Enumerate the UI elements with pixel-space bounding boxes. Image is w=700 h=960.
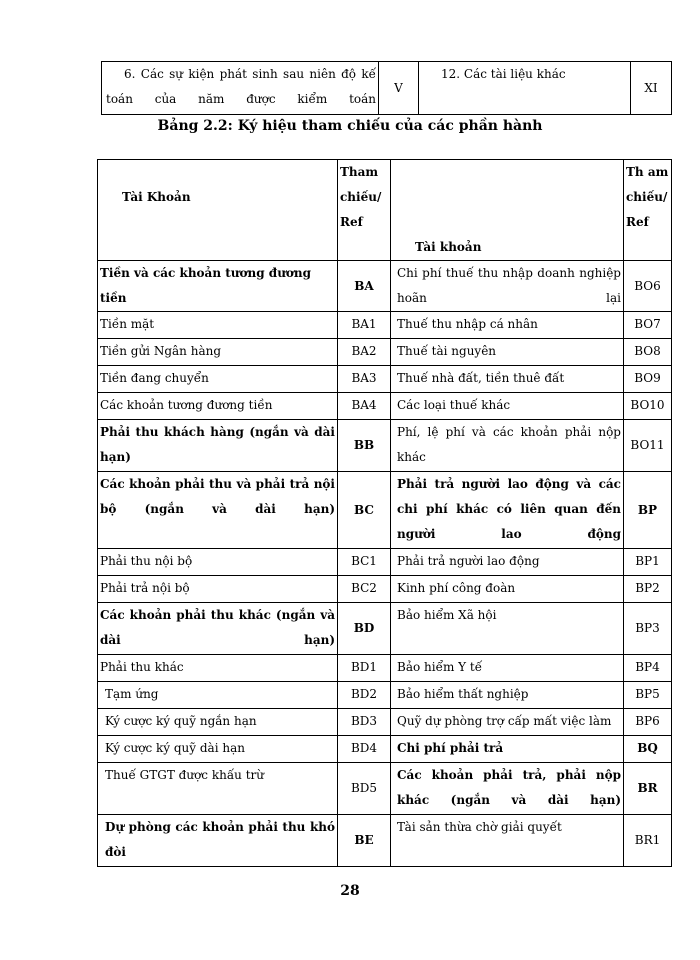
reference-table	[97, 159, 672, 867]
account-ref: BP1	[624, 549, 672, 576]
account-ref: BA1	[338, 312, 391, 339]
account-ref: BD3	[338, 709, 391, 736]
account-name: Các khoản tương đương tiền	[98, 393, 338, 420]
account-name: Phải trả người lao động và các chi phí khác có liên quan đến người lao động	[391, 472, 624, 549]
account-name: Tiền gửi Ngân hàng	[98, 339, 338, 366]
table-row	[98, 339, 672, 366]
account-name: Phải thu nội bộ	[98, 549, 338, 576]
account-name: Các loại thuế khác	[391, 393, 624, 420]
account-ref: BP2	[624, 576, 672, 603]
table-row	[98, 576, 672, 603]
account-name: Bảo hiểm thất nghiệp	[391, 682, 624, 709]
account-name: Các khoản phải thu khác (ngắn và dài hạn)	[98, 603, 338, 655]
table-cell: 12. Các tài liệu khác	[419, 62, 631, 115]
account-name: Chi phí phải trả	[391, 736, 624, 763]
account-ref: BQ	[624, 736, 672, 763]
account-ref: BD1	[338, 655, 391, 682]
table-caption: Bảng 2.2: Ký hiệu tham chiếu của các phần hành	[157, 118, 543, 134]
table-row	[98, 312, 672, 339]
account-ref: BO7	[624, 312, 672, 339]
account-name: Phải thu khách hàng (ngắn và dài hạn)	[98, 420, 338, 472]
account-name: Ký cược ký quỹ ngắn hạn	[98, 709, 338, 736]
account-ref: BB	[338, 420, 391, 472]
account-ref: BD4	[338, 736, 391, 763]
table-row	[98, 603, 672, 655]
account-name: Thuế thu nhập cá nhân	[391, 312, 624, 339]
account-name: Phải trả nội bộ	[98, 576, 338, 603]
table-row	[98, 420, 672, 472]
account-ref: BC1	[338, 549, 391, 576]
account-ref: BD5	[338, 763, 391, 815]
account-name: Tiền và các khoản tương đương tiền	[98, 261, 338, 312]
table-cell: XI	[631, 62, 672, 115]
account-ref: BO10	[624, 393, 672, 420]
table-row	[98, 472, 672, 549]
account-ref: BR1	[624, 815, 672, 867]
account-name: Các khoản phải trả, phải nộp khác (ngắn và dài hạn)	[391, 763, 624, 815]
account-name: Thuế GTGT được khấu trừ	[98, 763, 338, 815]
table-row	[98, 682, 672, 709]
cell-text: 6. Các sự kiện phát sinh sau niên độ kế toán của năm được kiểm toán	[106, 67, 376, 106]
account-ref: BP6	[624, 709, 672, 736]
account-ref: BA2	[338, 339, 391, 366]
header-account-left: Tài Khoản	[98, 160, 338, 261]
account-ref: BR	[624, 763, 672, 815]
account-name: Phải thu khác	[98, 655, 338, 682]
account-ref: BP3	[624, 603, 672, 655]
table-row	[98, 815, 672, 867]
account-name: Chi phí thuế thu nhập doanh nghiệp hoãn lại	[391, 261, 624, 312]
account-name: Thuế nhà đất, tiền thuê đất	[391, 366, 624, 393]
top-table	[101, 61, 672, 115]
account-name: Ký cược ký quỹ dài hạn	[98, 736, 338, 763]
account-ref: BO6	[624, 261, 672, 312]
account-name: Tiền mặt	[98, 312, 338, 339]
account-ref: BD	[338, 603, 391, 655]
account-ref: BP4	[624, 655, 672, 682]
table-row	[98, 763, 672, 815]
header-account-right: Tài khoản	[391, 160, 624, 261]
table-row	[98, 393, 672, 420]
account-ref: BC	[338, 472, 391, 549]
account-name: Dự phòng các khoản phải thu khó đòi	[98, 815, 338, 867]
header-row	[98, 160, 672, 261]
account-name: Bảo hiểm Xã hội	[391, 603, 624, 655]
account-ref: BD2	[338, 682, 391, 709]
header-ref-right: Th am chiếu/ Ref	[624, 160, 672, 261]
account-name: Phải trả người lao động	[391, 549, 624, 576]
account-ref: BA4	[338, 393, 391, 420]
account-name: Bảo hiểm Y tế	[391, 655, 624, 682]
account-name: Tiền đang chuyển	[98, 366, 338, 393]
account-ref: BP5	[624, 682, 672, 709]
account-ref: BP	[624, 472, 672, 549]
account-name: Kinh phí công đoàn	[391, 576, 624, 603]
account-ref: BO8	[624, 339, 672, 366]
page-number: 28	[340, 883, 360, 899]
account-name: Tài sản thừa chờ giải quyết	[391, 815, 624, 867]
account-name: Thuế tài nguyên	[391, 339, 624, 366]
table-row	[102, 62, 672, 115]
table-cell: V	[379, 62, 419, 115]
account-name: Các khoản phải thu và phải trả nội bộ (ngắn và dài hạn)	[98, 472, 338, 549]
header-ref-left: Tham chiếu/ Ref	[338, 160, 391, 261]
account-ref: BA3	[338, 366, 391, 393]
table-row	[98, 736, 672, 763]
account-ref: BA	[338, 261, 391, 312]
account-name: Tạm ứng	[98, 682, 338, 709]
account-ref: BO11	[624, 420, 672, 472]
account-ref: BE	[338, 815, 391, 867]
account-name: Phí, lệ phí và các khoản phải nộp khác	[391, 420, 624, 472]
account-ref: BC2	[338, 576, 391, 603]
table-row	[98, 366, 672, 393]
table-row	[98, 655, 672, 682]
table-row	[98, 261, 672, 312]
table-cell	[102, 62, 379, 115]
table-row	[98, 549, 672, 576]
account-ref: BO9	[624, 366, 672, 393]
table-row	[98, 709, 672, 736]
account-name: Quỹ dự phòng trợ cấp mất việc làm	[391, 709, 624, 736]
